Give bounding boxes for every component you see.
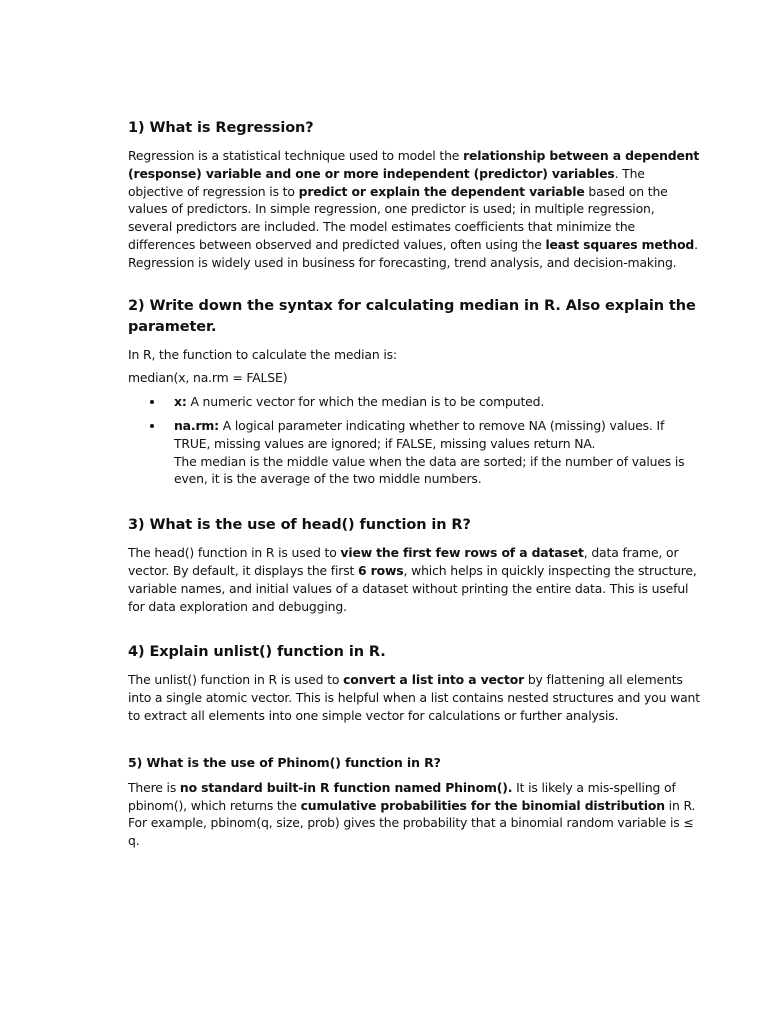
section-title: 4) Explain unlist() function in R. (128, 644, 386, 661)
text-run: The unlist() function in R is used to (128, 672, 344, 688)
text-run: The median is the middle value when the data are sorted; if the number of values is even, it is the average of the two middle numbers. (174, 453, 685, 487)
text-run: in R. For example, pbinom(q, size, prob) gives the probability that a binomial random variable is ≤ q. (128, 797, 696, 849)
code-syntax: median(x, na.rm = FALSE) (128, 370, 288, 386)
text-run: based on the values of predictors. In simple regression, one predictor is used; in multiple regression, several predictors are included. The model estimates coefficients that minimize the differences between observed and predicted values, often using the (128, 183, 668, 252)
bullet-icon (150, 424, 154, 428)
section-median-syntax (128, 296, 700, 489)
section-unlist-function (128, 642, 700, 724)
paragraph (128, 147, 700, 272)
paragraph: In R, the function to calculate the median is: (128, 346, 397, 362)
paragraph (128, 671, 700, 724)
bold-text-run: na.rm: (174, 417, 219, 433)
bold-text-run: cumulative probabilities for the binomial distribution (300, 797, 665, 813)
spacer (128, 272, 700, 296)
text-run: Regression is a statistical technique used to model the (128, 148, 464, 163)
bullet-icon (150, 400, 154, 404)
text-run: A numeric vector for which the median is to be computed. (186, 394, 545, 410)
text-run: A logical parameter indicating whether to remove NA (missing) values. If TRUE, missing values are ignored; if FALSE, missing values return NA. (174, 417, 665, 451)
paragraph (128, 779, 700, 850)
spacer (128, 731, 700, 752)
list-item (128, 417, 700, 488)
bold-text-run: predict or explain the dependent variable (298, 183, 585, 199)
spacer (128, 494, 700, 515)
section-head-function (128, 515, 700, 615)
bold-text-run: convert a list into a vector (343, 672, 525, 688)
bold-text-run: least squares method (545, 236, 695, 252)
bold-text-run: view the first few rows of a dataset (340, 545, 584, 561)
parameter-list (128, 393, 700, 488)
spacer (128, 621, 700, 642)
section-title: 3) What is the use of head() function in R? (128, 517, 471, 534)
section-title: 2) Write down the syntax for calculating median in R. Also explain the parameter. (128, 297, 696, 335)
list-item (128, 393, 700, 411)
bold-text-run: x: (174, 394, 187, 410)
text-run: , which helps in quickly inspecting the structure, variable names, and initial values of a dataset without printing the entire data. This is useful for data exploration and debugging. (128, 562, 697, 614)
bold-text-run: 6 rows (358, 562, 404, 578)
bold-text-run: relationship between a dependent (response) variable and one or more independent (predictor) variables (128, 148, 700, 181)
text-run: The head() function in R is used to (128, 545, 341, 561)
text-run: . The objective of regression is to (128, 165, 645, 199)
text-run: , data frame, or vector. By default, it displays the first (128, 545, 679, 578)
text-run: by flattening all elements into a single atomic vector. This is helpful when a list contains nested structures and you want to extract all elements into one simple vector for calculations or further analysis. (128, 672, 700, 723)
text-run: It is likely a mis-spelling of pbinom(), which returns the (128, 779, 676, 813)
section-phinom-function (128, 752, 700, 850)
bold-text-run: no standard built-in R function named Phinom(). (179, 779, 513, 795)
document-page (128, 118, 700, 856)
section-regression (128, 118, 700, 272)
paragraph (128, 544, 700, 615)
text-run: There is (128, 779, 180, 795)
section-title: 5) What is the use of Phinom() function in R? (128, 754, 441, 770)
text-run: . Regression is widely used in business for forecasting, trend analysis, and decision-making. (128, 236, 698, 270)
section-title: 1) What is Regression? (128, 120, 314, 136)
